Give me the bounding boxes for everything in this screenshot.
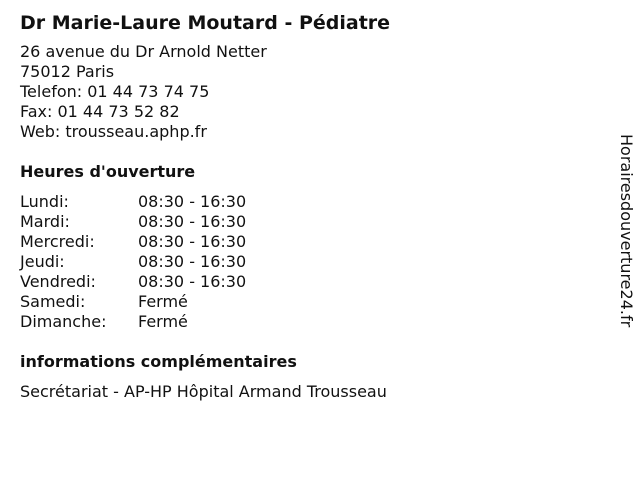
hours-time: 08:30 - 16:30 bbox=[138, 252, 247, 271]
hours-row-saturday bbox=[20, 292, 246, 312]
hours-time: 08:30 - 16:30 bbox=[138, 212, 247, 231]
page-title: Dr Marie-Laure Moutard - Pédiatre bbox=[20, 12, 391, 34]
hours-time: 08:30 - 16:30 bbox=[138, 272, 247, 291]
hours-day: Vendredi: bbox=[20, 272, 96, 291]
address-line-2: 75012 Paris bbox=[20, 62, 115, 81]
additional-info-text: Secrétariat - AP-HP Hôpital Armand Trousseau bbox=[20, 382, 387, 401]
opening-hours-heading: Heures d'ouverture bbox=[20, 162, 196, 181]
address-line-1: 26 avenue du Dr Arnold Netter bbox=[20, 42, 267, 61]
hours-time: 08:30 - 16:30 bbox=[138, 192, 247, 211]
hours-time: 08:30 - 16:30 bbox=[138, 232, 247, 251]
hours-day: Lundi: bbox=[20, 192, 69, 211]
hours-row-thursday bbox=[20, 252, 246, 272]
hours-time: Fermé bbox=[138, 312, 188, 331]
hours-row-wednesday bbox=[20, 232, 246, 252]
hours-day: Dimanche: bbox=[20, 312, 107, 331]
hours-day: Jeudi: bbox=[20, 252, 65, 271]
practice-card bbox=[20, 10, 600, 402]
hours-row-sunday bbox=[20, 312, 246, 332]
hours-day: Mardi: bbox=[20, 212, 70, 231]
hours-row-tuesday bbox=[20, 212, 246, 232]
opening-hours-table bbox=[20, 192, 246, 332]
site-brand-label: Horairesdouverture24.fr bbox=[617, 134, 636, 328]
web-line: Web: trousseau.aphp.fr bbox=[20, 122, 207, 141]
contact-block bbox=[20, 42, 600, 142]
hours-time: Fermé bbox=[138, 292, 188, 311]
fax-line: Fax: 01 44 73 52 82 bbox=[20, 102, 180, 121]
hours-day: Mercredi: bbox=[20, 232, 95, 251]
hours-day: Samedi: bbox=[20, 292, 86, 311]
hours-row-monday bbox=[20, 192, 246, 212]
phone-line: Telefon: 01 44 73 74 75 bbox=[20, 82, 210, 101]
hours-row-friday bbox=[20, 272, 246, 292]
additional-info-heading: informations complémentaires bbox=[20, 352, 297, 371]
